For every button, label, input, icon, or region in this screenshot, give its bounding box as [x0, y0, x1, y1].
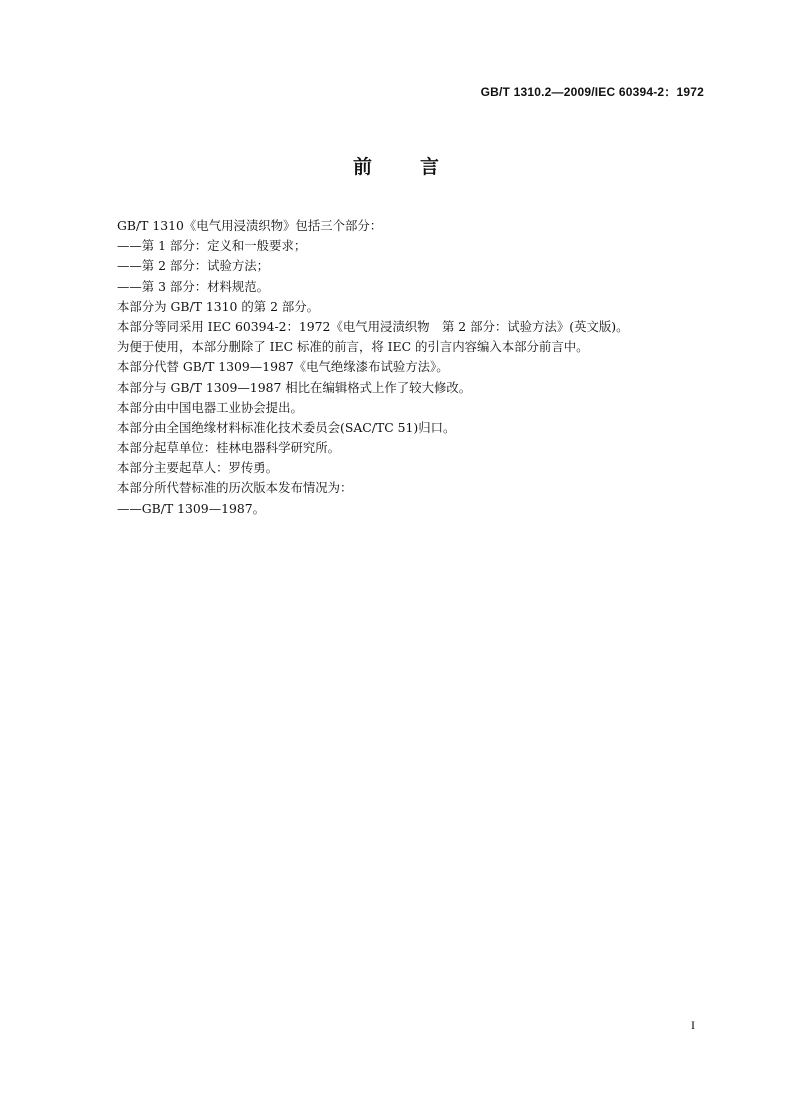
foreword-line-adoption: 本部分等同采用 IEC 60394-2：1972《电气用浸渍织物 第 2 部分：试验方法》(英文版)。 [117, 318, 629, 334]
foreword-line-under-jurisdiction: 本部分由全国绝缘材料标准化技术委员会(SAC/TC 51)归口。 [117, 419, 456, 435]
foreword-line-replaces: 本部分代替 GB/T 1309—1987《电气绝缘漆布试验方法》。 [117, 359, 449, 375]
foreword-line-part-3: ——第 3 部分：材料规范。 [117, 278, 270, 294]
foreword-body [117, 216, 717, 519]
foreword-line-part-2: ——第 2 部分：试验方法； [117, 258, 270, 274]
foreword-line-this-part: 本部分为 GB/T 1310 的第 2 部分。 [117, 298, 320, 314]
page-title: 前言 [352, 156, 487, 178]
foreword-line-history-intro: 本部分所代替标准的历次版本发布情况为： [117, 480, 353, 496]
foreword-line-proposed-by: 本部分由中国电器工业协会提出。 [117, 399, 303, 415]
foreword-line-changes: 本部分与 GB/T 1309—1987 相比在编辑格式上作了较大修改。 [117, 379, 472, 395]
page-number: I [691, 1018, 695, 1032]
foreword-line-part-1: ——第 1 部分：定义和一般要求； [117, 238, 307, 254]
foreword-line-drafters: 本部分主要起草人：罗传勇。 [117, 460, 279, 476]
foreword-line-parts-intro: GB/T 1310《电气用浸渍织物》包括三个部分： [117, 218, 383, 233]
foreword-line-deletion: 为便于使用，本部分删除了 IEC 标准的前言，将 IEC 的引言内容编入本部分前言中。 [117, 339, 589, 355]
standard-code: GB/T 1310.2—2009/IEC 60394-2：1972 [480, 85, 704, 99]
foreword-line-history-item: ——GB/T 1309—1987。 [117, 500, 266, 516]
foreword-line-drafting-unit: 本部分起草单位：桂林电器科学研究所。 [117, 440, 341, 456]
